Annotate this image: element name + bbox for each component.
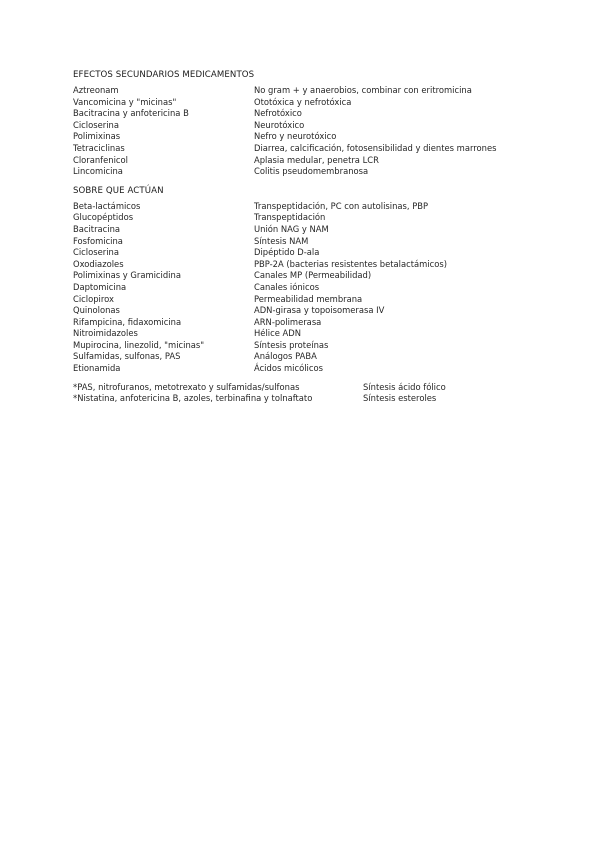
drug-effect: Aplasia medular, penetra LCR: [254, 154, 379, 165]
list-item: [73, 282, 553, 294]
drug-target: Transpeptidación, PC con autolisinas, PBP: [254, 200, 429, 211]
footnote-row: [73, 393, 553, 405]
drug-target: PBP-2A (bacterias resistentes betalactámicos): [254, 258, 447, 269]
list-item: [73, 155, 553, 167]
drug-name: Quinolonas: [73, 305, 120, 316]
list-item: [73, 270, 553, 282]
list-item: [73, 212, 553, 224]
list-item: [73, 236, 553, 248]
drug-target: Análogos PABA: [254, 351, 317, 362]
drug-name: Polimixinas y Gramicidina: [73, 270, 181, 281]
document-content: [73, 69, 553, 405]
drug-name: Beta-lactámicos: [73, 200, 141, 211]
list-item: [73, 351, 553, 363]
drug-effect: Nefro y neurotóxico: [254, 131, 337, 142]
drug-name: Rifampicina, fidaxomicina: [73, 316, 182, 327]
drug-name: Fosfomicina: [73, 235, 123, 246]
list-item: [73, 328, 553, 340]
drug-target: Síntesis NAM: [254, 235, 309, 246]
footnote-target: Síntesis ácido fólico: [363, 381, 446, 392]
drug-target: ARN-polimerasa: [254, 316, 322, 327]
drug-name: Mupirocina, linezolid, "micinas": [73, 339, 205, 350]
drug-effect: Nefrotóxico: [254, 108, 302, 119]
drug-name: Daptomicina: [73, 281, 127, 292]
drug-name: Glucopéptidos: [73, 212, 134, 223]
drug-target: Permeabilidad membrana: [254, 293, 363, 304]
list-item: [73, 201, 553, 213]
drug-effect: Colitis pseudomembranosa: [254, 166, 369, 177]
list-item: [73, 108, 553, 120]
drug-effect: Neurotóxico: [254, 119, 305, 130]
drug-effect: Ototóxica y nefrotóxica: [254, 96, 352, 107]
drug-name: Aztreonam: [73, 85, 119, 95]
list-item: [73, 224, 553, 236]
list-item: [73, 85, 553, 97]
drug-target: Unión NAG y NAM: [254, 223, 329, 234]
list-item: [73, 97, 553, 109]
drug-name: Cicloserina: [73, 247, 119, 258]
drug-name: Sulfamidas, sulfonas, PAS: [73, 351, 181, 362]
drug-name: Bacitracina: [73, 223, 121, 234]
list-item: [73, 363, 553, 375]
drug-target: Dipéptido D-ala: [254, 247, 320, 258]
drug-target: ADN-girasa y topoisomerasa IV: [254, 305, 385, 316]
drug-target: Síntesis proteínas: [254, 339, 329, 350]
drug-effect: No gram + y anaerobios, combinar con eritromicina: [254, 85, 472, 95]
drug-name: Lincomicina: [73, 166, 123, 177]
drug-target: Transpeptidación: [254, 212, 326, 223]
drug-target: Ácidos micólicos: [254, 363, 323, 374]
list-item: [73, 305, 553, 317]
drug-name: Vancomicina y "micinas": [73, 96, 177, 107]
drug-name: Polimixinas: [73, 131, 121, 142]
list-item: [73, 131, 553, 143]
footnote-target: Síntesis esteroles: [363, 393, 437, 404]
drug-name: Cloranfenicol: [73, 154, 128, 165]
drug-target: Canales MP (Permeabilidad): [254, 270, 372, 281]
section-title-side-effects: EFECTOS SECUNDARIOS MEDICAMENTOS: [73, 70, 255, 80]
footnote-row: [73, 382, 553, 394]
footnote-drugs: *Nistatina, anfotericina B, azoles, terbinafina y tolnaftato: [73, 393, 313, 404]
section-spacer: [73, 178, 553, 185]
list-item: [73, 120, 553, 132]
drug-name: Etionamida: [73, 363, 121, 374]
drug-effect: Diarrea, calcificación, fotosensibilidad y dientes marrones: [254, 142, 497, 153]
drug-name: Bacitracina y anfotericina B: [73, 108, 189, 119]
list-item: [73, 294, 553, 306]
drug-name: Cicloserina: [73, 119, 119, 130]
list-item: [73, 143, 553, 155]
side-effects-list: [73, 85, 553, 178]
list-item: [73, 340, 553, 352]
drug-name: Tetraciclinas: [73, 142, 125, 153]
list-item: [73, 166, 553, 178]
list-item: [73, 317, 553, 329]
drug-target: Hélice ADN: [254, 328, 301, 339]
drug-name: Ciclopirox: [73, 293, 114, 304]
footnotes: [73, 382, 553, 405]
drug-name: Oxodiazoles: [73, 258, 124, 269]
drug-target: Canales iónicos: [254, 281, 320, 292]
list-item: [73, 247, 553, 259]
section-title-mechanism: SOBRE QUE ACTÚAN: [73, 185, 164, 196]
mechanism-list: [73, 201, 553, 375]
drug-name: Nitroimidazoles: [73, 328, 138, 339]
list-item: [73, 259, 553, 271]
footnote-drugs: *PAS, nitrofuranos, metotrexato y sulfamidas/sulfonas: [73, 381, 300, 392]
